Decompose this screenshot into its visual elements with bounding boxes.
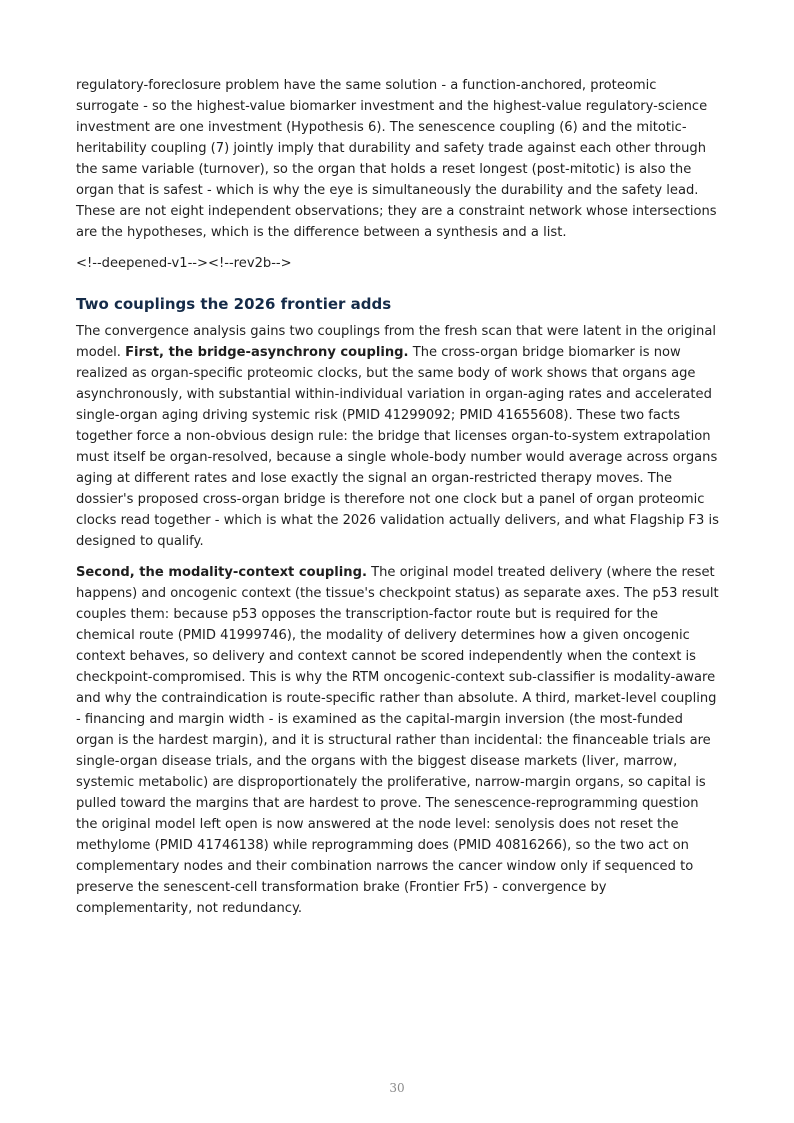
paragraph-lead: The convergence analysis gains two couplings from the fresh scan that were latent in the original model. [76,324,717,360]
paragraph-bridge-asynchrony [76,321,720,552]
paragraph-modality-context [76,562,720,919]
paragraph-body: The cross-organ bridge biomarker is now realized as organ-specific proteomic clocks, but the same body of work shows that organs age asynchronously, with substantial within-individual variation in organ-aging rates and accelerated single-organ aging driving systemic risk (PMID 41299092; PMID 41655608). These two facts together force a non-obvious design rule: the bridge that licenses organ-to-system extrapolation must itself be organ-resolved, because a single whole-body number would average across organs aging at different rates and lose exactly the signal an organ-restricted therapy moves. The dossier's proposed cross-organ bridge is therefore not one clock but a panel of organ proteomic clocks read together - which is what the 2026 validation actually delivers, and what Flagship F3 is designed to qualify. [76,345,719,549]
section-heading: Two couplings the 2026 frontier adds [76,295,392,313]
comment-marker: <!--deepened-v1--><!--rev2b--> [76,256,292,271]
page-number: 30 [389,1081,405,1095]
paragraph-constraint-network: regulatory-foreclosure problem have the same solution - a function-anchored, proteomic surrogate - so the highest-value biomarker investment and the highest-value regulatory-science investment are one investment (Hypothesis 6). The senescence coupling (6) and the mitotic-heritability coupling (7) jointly imply that durability and safety trade against each other through the same variable (turnover), so the organ that holds a reset longest (post-mitotic) is also the organ that is safest - which is why the eye is simultaneously the durability and the safety lead. These are not eight independent observations; they are a constraint network whose intersections are the hypotheses, which is the difference between a synthesis and a list. [76,78,717,240]
modality-context-title: Second, the modality-context coupling. [76,565,367,580]
paragraph-body: The original model treated delivery (where the reset happens) and oncogenic context (the tissue's checkpoint status) as separate axes. The p53 result couples them: because p53 opposes the transcription-factor route but is required for the chemical route (PMID 41999746), the modality of delivery determines how a given oncogenic context behaves, so delivery and context cannot be scored independently when the context is checkpoint-compromised. This is why the RTM oncogenic-context sub-classifier is modality-aware and why the contraindication is route-specific rather than absolute. A third, market-level coupling - financing and margin width - is examined as the capital-margin inversion (the most-funded organ is the hardest margin), and it is structural rather than incidental: the financeable trials are single-organ disease trials, and the organs with the biggest disease markets (liver, marrow, systemic metabolic) are disproportionately the proliferative, narrow-margin organs, so capital is pulled toward the margins that are hardest to prove. The senescence-reprogramming question the original model left open is now answered at the node level: senolysis does not reset the methylome (PMID 41746138) while reprogramming does (PMID 40816266), so the two act on complementary nodes and their combination narrows the cancer window only if sequenced to preserve the senescent-cell transformation brake (Frontier Fr5) - convergence by complementarity, not redundancy. [76,565,719,916]
document-body [76,75,720,929]
bridge-asynchrony-title: First, the bridge-asynchrony coupling. [125,345,409,360]
